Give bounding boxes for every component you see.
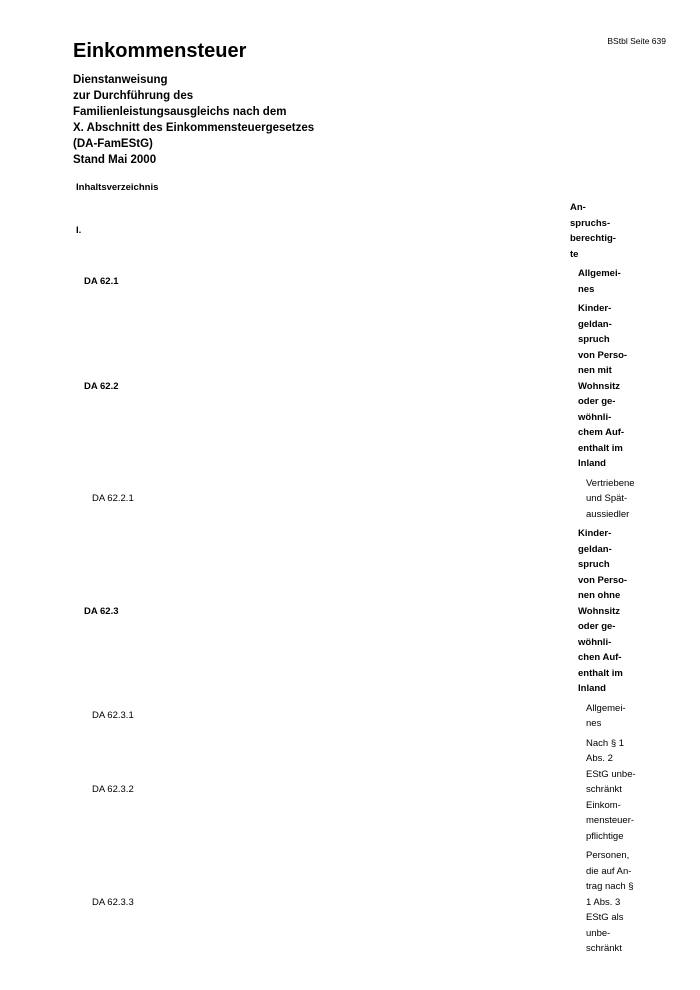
toc-entry-number: DA 62.3.2: [92, 784, 134, 795]
toc-entry-title: [586, 474, 641, 525]
toc-entry-title-line: mensteuer-: [586, 815, 635, 826]
toc-entry[interactable]: [76, 299, 636, 474]
toc-entry[interactable]: [76, 846, 636, 959]
document-subtitle: [73, 72, 314, 168]
toc-entry-title-line: Kinder-: [578, 528, 612, 539]
toc-entry-title-line: Personen,: [586, 850, 630, 861]
toc-entry-title-line: Allgemei-: [578, 268, 621, 279]
toc-entry-title-line: Allgemei-: [586, 702, 626, 714]
toc-entry-title: [570, 198, 625, 264]
toc-entry-title: [578, 264, 633, 299]
toc-entry[interactable]: [76, 734, 636, 847]
toc-entry-title-line: nen ohne: [578, 590, 621, 601]
toc-entry-title-line: die auf An-: [586, 865, 632, 877]
toc-entry-title-line: Kinder-: [578, 303, 612, 314]
toc-entry-title: [586, 699, 641, 734]
toc-entry-title-line: schränkt: [586, 943, 622, 954]
document-title: Einkommensteuer: [73, 40, 247, 62]
toc-entry-title-line: Wohnsitz: [578, 605, 621, 617]
toc-heading: Inhaltsverzeichnis: [76, 182, 159, 193]
toc-entry-title-line: Wohnsitz: [578, 380, 621, 392]
subtitle-line: Stand Mai 2000: [73, 154, 157, 166]
subtitle-line: (DA-FamEStG): [73, 138, 153, 150]
toc-entry-title: [578, 299, 633, 474]
toc-entry-title-line: Einkom-: [586, 799, 621, 811]
toc-entry-title-line: spruch: [578, 334, 610, 345]
subtitle-line: zur Durchführung des: [73, 90, 194, 102]
toc-entry-title-line: EStG als: [586, 912, 624, 923]
toc-entry-number: DA 62.2.1: [92, 493, 134, 504]
toc-entry-number: DA 62.1: [84, 275, 119, 287]
toc-entry-title: [578, 524, 633, 699]
toc-entry-title-line: spruchs-: [570, 217, 611, 229]
toc-entry-title: [586, 734, 641, 847]
toc-entry[interactable]: [76, 198, 636, 264]
toc-entry-title-line: An-: [570, 202, 586, 213]
toc-entry-title-line: geldan-: [578, 318, 612, 330]
toc-entry-title-line: und Spät-: [586, 493, 628, 504]
toc-entry-number: DA 62.3: [84, 605, 119, 617]
toc-entry-title-line: von Perso-: [578, 349, 628, 361]
toc-entry-title-line: unbe-: [586, 927, 611, 939]
toc-entry-title: [586, 846, 641, 959]
toc-entry-title-line: wöhnli-: [578, 636, 612, 648]
toc-entry-title-line: von Perso-: [578, 574, 628, 586]
toc-entry-title-line: pflichtige: [586, 830, 624, 842]
toc-entry[interactable]: [76, 264, 636, 299]
toc-entry-title-line: chem Auf-: [578, 427, 625, 438]
toc-entry-number: I.: [76, 225, 82, 237]
toc-entry-title-line: Vertriebene: [586, 477, 635, 489]
toc-entry-number: DA 62.3.3: [92, 896, 134, 908]
toc-entry-title-line: trag nach §: [586, 881, 634, 892]
toc-entry-title-line: spruch: [578, 559, 610, 570]
toc-entry-title-line: aussiedler: [586, 508, 630, 520]
subtitle-line: X. Abschnitt des Einkommensteuergesetzes: [73, 122, 315, 134]
toc-entry-title-line: Nach § 1: [586, 737, 625, 749]
toc-entry-title-line: EStG unbe-: [586, 768, 636, 780]
toc-entry-title-line: geldan-: [578, 543, 612, 555]
toc-entry-title-line: nes: [578, 283, 595, 295]
toc-entry-title-line: enthalt im: [578, 442, 623, 454]
toc-entry-title-line: enthalt im: [578, 667, 623, 679]
toc-entry-title-line: oder ge-: [578, 396, 616, 407]
toc-entry-title-line: nen mit: [578, 365, 612, 376]
toc-entry-title-line: wöhnli-: [578, 411, 612, 423]
subtitle-line: Familienleistungsausgleichs nach dem: [73, 106, 287, 118]
toc-entry-title-line: 1 Abs. 3: [586, 896, 621, 908]
toc-entry-title-line: Inland: [578, 458, 606, 469]
toc-entry[interactable]: [76, 524, 636, 699]
toc-entry[interactable]: [76, 699, 636, 734]
toc-entry-title-line: berechtig-: [570, 233, 616, 244]
toc-entry-number: DA 62.3.1: [92, 710, 134, 722]
toc-entry[interactable]: [76, 474, 636, 525]
page-reference: BStbl Seite 639: [607, 36, 666, 46]
table-of-contents: [76, 198, 636, 959]
toc-entry-title-line: Abs. 2: [586, 753, 613, 764]
subtitle-line: Dienstanweisung: [73, 74, 168, 86]
toc-entry-title-line: Inland: [578, 683, 606, 694]
toc-entry-title-line: oder ge-: [578, 621, 616, 632]
toc-entry-title-line: schränkt: [586, 784, 622, 795]
toc-entry-title-line: chen Auf-: [578, 652, 622, 663]
toc-entry-title-line: te: [570, 248, 579, 260]
toc-entry-title-line: nes: [586, 718, 602, 729]
toc-entry-number: DA 62.2: [84, 380, 119, 392]
